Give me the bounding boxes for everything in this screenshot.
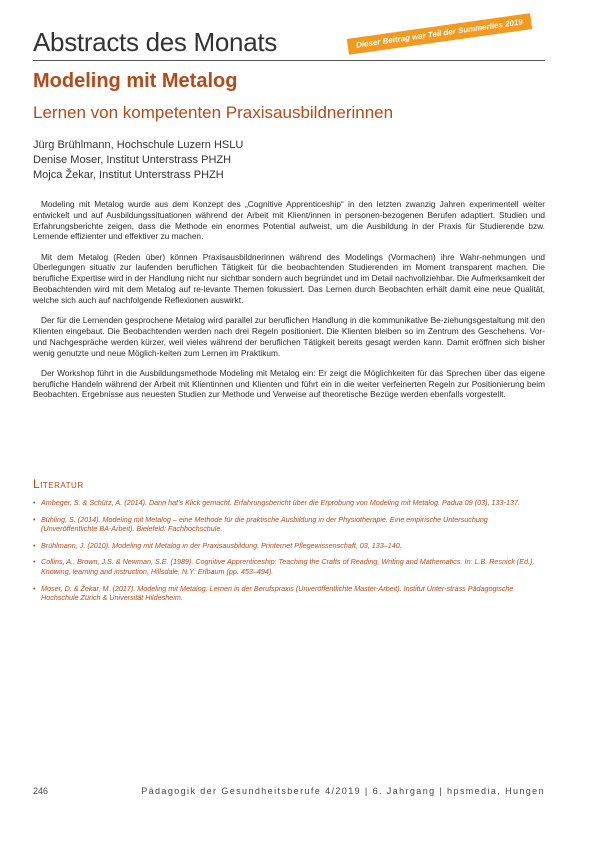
author-list (33, 138, 243, 183)
body-paragraph: Modeling mit Metalog wurde aus dem Konzept des „Cognitive Apprenticeship“ in den letzten zwanzig Jahren experimentell weiter entwickelt und auf Ausbildungssituationen während der Arbeit mit Klient/innen in personen-bezogenen Berufen adaptiert. Studien und Erfahrungsberichte zeigen, dass die Methode ein enormes Potential aufweist, um die Ausbildung in der Praxis für Studierende bzw. Lernende effizienter und effektiver zu machen. (33, 199, 545, 242)
page-number: 246 (33, 786, 49, 796)
reference-text: Ambeger, S. & Schürz, A. (2014). Dann hat's Klick gemacht. Erfahrungsbericht über die Erprobung von Modeling mit Metalog. Padua 09 (03), 133-137. (41, 498, 520, 507)
article-subtitle: Lernen von kompetenten Praxisausbildnerinnen (33, 103, 394, 122)
author: Mojca Žekar, Institut Unterstrass PHZH (33, 169, 224, 181)
body-paragraph: Mit dem Metalog (Reden über) können Praxisausbildnerinnen während des Modelings (Vormachen) ihre Wahr-nehmungen und Überlegungen situativ zur laufenden beruflichen Tätigkeit für die beobachtenden Studierenden im Moment transparent machen. Die berufliche Expertise wird in der Handlung nicht nur sichtbar sondern auch begründet und im Detail nachvollziehbar. Die Aufmerksamkeit der Beobachtenden wird mit dem Metalog auf re-levante Themen fokussiert. Das Lernen durch Beobachten erhält damit eine neue Qualität, welche sich auch auf nachfolgende Reflexionen auswirkt. (33, 251, 545, 305)
article-title: Modeling mit Metalog (33, 70, 238, 92)
literature-heading (33, 477, 84, 491)
bullet-icon: • (33, 498, 36, 507)
reference-item (33, 541, 545, 551)
reference-item (33, 584, 545, 603)
header-divider (33, 60, 545, 61)
bullet-icon: • (33, 557, 36, 567)
author: Denise Moser, Institut Unterstrass PHZH (33, 154, 232, 166)
literature-heading-rest: iteratur (40, 479, 84, 491)
author: Jürg Brühlmann, Hochschule Luzern HSLU (33, 139, 244, 151)
section-title: Abstracts des Monats (33, 27, 277, 57)
bullet-icon: • (33, 583, 36, 593)
reference-list (33, 498, 545, 610)
reference-text: Brühlmann, J. (2010). Modeling mit Metalog in der Praxisausbildung. Printernet Pflegewissenschaft, 03, 133–140. (41, 540, 402, 550)
journal-info: Pädagogik der Gesundheitsberufe 4/2019 | 6. Jahrgang | hpsmedia, Hungen (141, 786, 545, 796)
literature-heading-initial: L (33, 477, 41, 491)
bullet-icon: • (33, 540, 36, 550)
article-body (33, 199, 545, 410)
reference-item (33, 557, 545, 576)
reference-text: Moser, D. & Žekar, M. (2017). Modeling mit Metalog: Lernen in der Berufspraxis (Unveröffentlichte Master-Arbeit). Institut Unter-strass Pädagogische Hochschule Zürich & Universität Hildesheim. (41, 583, 514, 603)
body-paragraph: Der für die Lernenden gesprochene Metalog wird parallel zur beruflichen Handlung in die kommunikative Be-ziehungsgestaltung mit den Klienten eingebaut. Die Beobachtenden werden nach drei Regeln positioniert. Die Klienten bleiben so im Zentrum des Geschehens. Vor- und Nachgespräche werden kürzer, weil vieles während der beruflichen Tätigkeit bereits gesagt werden kann. Damit eröffnen sich bisher wenig genutzte und neue Möglich-keiten zum Lernen im Praktikum. (33, 315, 545, 358)
body-paragraph: Der Workshop führt in die Ausbildungsmethode Modeling mit Metalog ein: Er zeigt die Möglichkeiten für das Sprechen über das eigene berufliche Handeln während der Arbeit mit Klientinnen und Klienten und führt ein in die weiter verfeinerten Regeln zur Positionierung beim Beobachten. Ergebnisse aus neuesten Studien zur Methode und Verweise auf theoretische Bezüge werden ebenfalls vorgestellt. (33, 367, 545, 400)
reference-text: Collins, A., Brown, J.S. & Newman, S.E. (1989). Cognitive Apprenticeship: Teaching the Crafts of Reading, Writing and Mathematics. In: L.B. Resnick (Ed.), Knowing, learning and instruction. Hillsdale, N.Y: Erlbaum (pp. 453–494). (41, 557, 535, 576)
reference-item (33, 498, 545, 508)
reference-text: Bühling, S. (2014). Modeling mit Metalog – eine Methode für die praktische Ausbildung in der Physiotherapie. Eine empirische Untersuchung (Unveröffentlichte BA-Arbeit). Bielefeld: Fachhochschule. (41, 514, 488, 534)
event-badge: Dieser Beitrag war Teil der Summerlies 2019 (347, 13, 532, 55)
bullet-icon: • (33, 514, 36, 524)
reference-item (33, 515, 545, 534)
